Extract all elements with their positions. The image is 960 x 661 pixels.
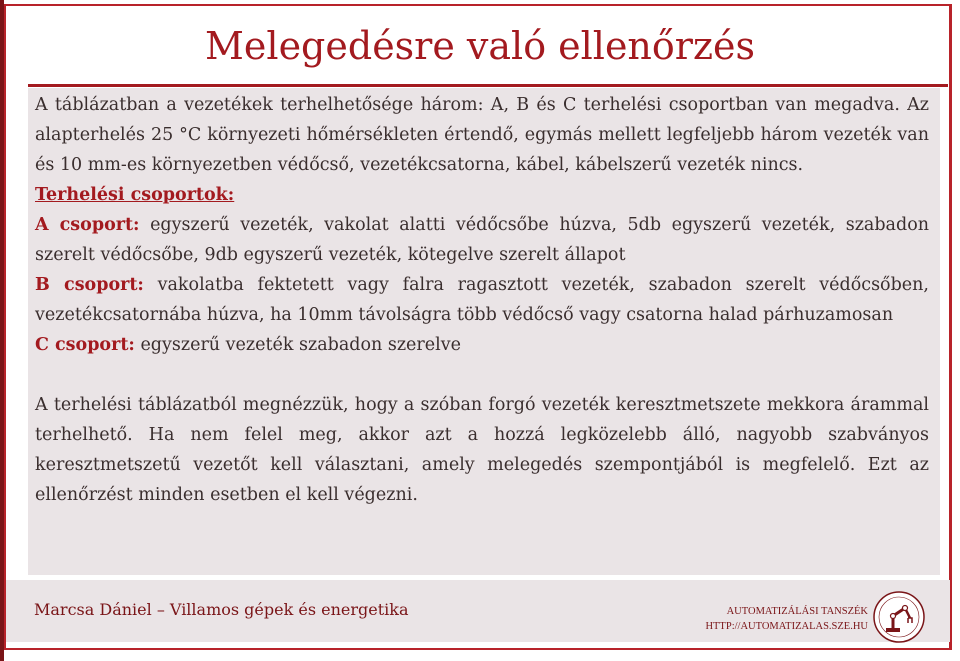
footer-author: Marcsa Dániel – Villamos gépek és energetika [34, 600, 409, 619]
paragraph-gap [35, 360, 929, 390]
group-b-text: vakolatba fektetett vagy falra ragasztott vezeték, szabadon szerelt védőcsőben, vezetékcsatornába húzva, ha 10mm távolságra több védőcső vagy csatorna halad párhuzamosan [35, 275, 929, 325]
intro-paragraph: A táblázatban a vezetékek terhelhetősége három: A, B és C terhelési csoportban van megadva. Az alapterhelés 25 °C környezeti hőmérsékleten értendő, egymás mellett legfeljebb három vezeték van és 10 mm-es környezetben védőcső, vezetékcsatorna, kábel, kábelszerű vezeték nincs. [35, 95, 929, 175]
group-a-text: egyszerű vezeték, vakolat alatti védőcsőbe húzva, 5db egyszerű vezeték, szabadon szerelt védőcsőbe, 9db egyszerű vezeték, kötegelve szerelt állapot [35, 215, 929, 265]
footer-department [705, 604, 868, 634]
groups-heading [35, 180, 929, 210]
title-divider [28, 84, 948, 87]
footer-dept-name: AUTOMATIZÁLÁSI TANSZÉK [726, 606, 868, 617]
body-text [35, 90, 929, 510]
groups-heading-text: Terhelési csoportok: [35, 185, 235, 205]
slide-title: Melegedésre való ellenőrzés [205, 24, 755, 68]
group-a-paragraph [35, 210, 929, 270]
closing-paragraph: A terhelési táblázatból megnézzük, hogy a szóban forgó vezeték keresztmetszete mekkora árammal terhelhető. Ha nem felel meg, akkor azt a hozzá legközelebb álló, nagyobb szabványos keresztmetszetű vezetőt kell választani, amely melegedés szempontjából is megfelelő. Ezt az ellenőrzést minden esetben el kell végezni. [35, 395, 929, 505]
group-c-text: egyszerű vezeték szabadon szerelve [134, 335, 461, 355]
group-c-paragraph [35, 330, 929, 360]
group-b-label: B csoport: [35, 275, 144, 295]
group-b-paragraph [35, 270, 929, 330]
robot-arm-logo-icon [872, 590, 926, 644]
group-a-label: A csoport: [35, 215, 140, 235]
footer-url[interactable]: HTTP://AUTOMATIZALAS.SZE.HU [705, 621, 868, 632]
group-c-label: C csoport: [35, 335, 135, 355]
